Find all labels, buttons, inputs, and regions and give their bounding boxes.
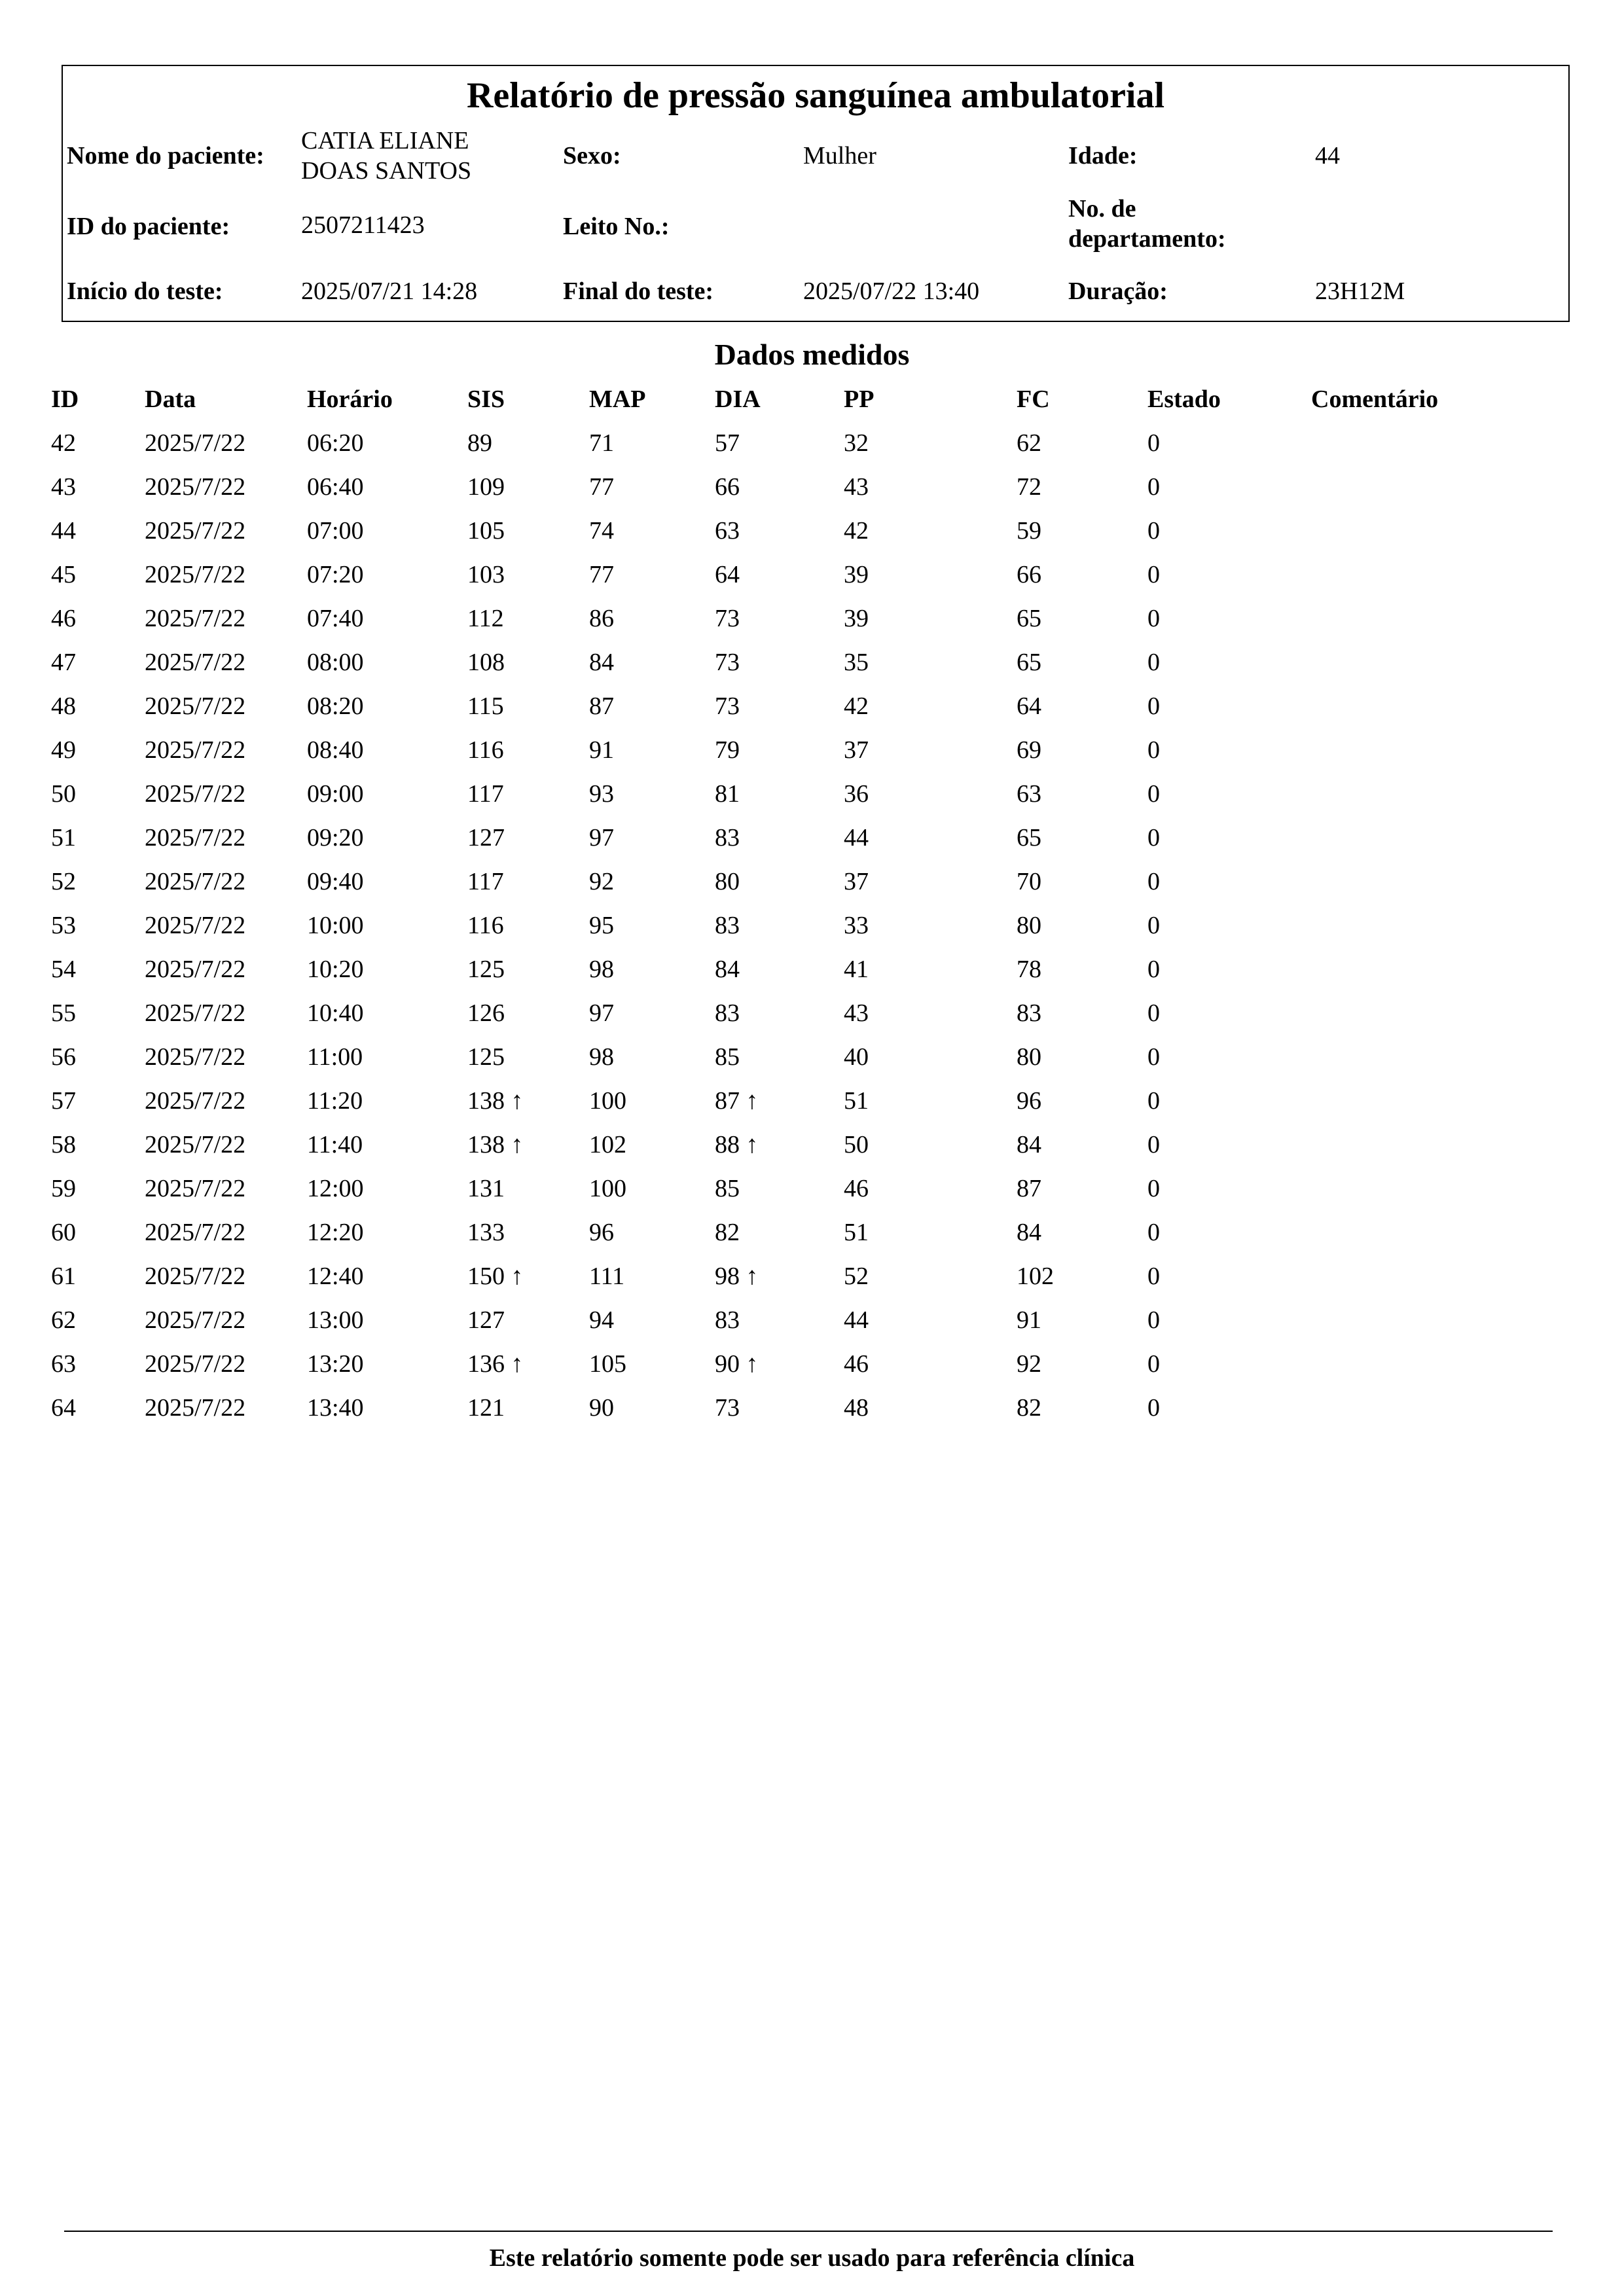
cell-map: 93 <box>589 780 614 808</box>
column-header-id: ID <box>51 386 79 413</box>
cell-hr: 96 <box>1017 1087 1041 1115</box>
cell-date: 2025/7/22 <box>145 1219 246 1246</box>
cell-sys: 138 ↑ <box>467 1087 524 1115</box>
cell-status: 0 <box>1147 1306 1160 1334</box>
cell-status: 0 <box>1147 429 1160 457</box>
cell-status: 0 <box>1147 1175 1160 1202</box>
department-label-line2: departamento: <box>1068 225 1226 253</box>
cell-time: 12:00 <box>307 1175 364 1202</box>
cell-time: 11:20 <box>307 1087 363 1115</box>
cell-id: 59 <box>51 1175 76 1202</box>
cell-hr: 72 <box>1017 473 1041 501</box>
cell-status: 0 <box>1147 473 1160 501</box>
cell-time: 07:40 <box>307 605 364 632</box>
cell-date: 2025/7/22 <box>145 1131 246 1158</box>
cell-map: 90 <box>589 1394 614 1422</box>
cell-time: 07:00 <box>307 517 364 545</box>
column-header-status: Estado <box>1147 386 1221 413</box>
cell-date: 2025/7/22 <box>145 429 246 457</box>
cell-dia: 73 <box>715 692 740 720</box>
cell-time: 09:00 <box>307 780 364 808</box>
cell-map: 96 <box>589 1219 614 1246</box>
cell-date: 2025/7/22 <box>145 912 246 939</box>
cell-status: 0 <box>1147 1131 1160 1158</box>
bed-label: Leito No.: <box>563 213 670 240</box>
cell-time: 11:40 <box>307 1131 363 1158</box>
column-header-map: MAP <box>589 386 646 413</box>
cell-id: 49 <box>51 736 76 764</box>
cell-hr: 80 <box>1017 912 1041 939</box>
cell-hr: 63 <box>1017 780 1041 808</box>
cell-map: 92 <box>589 868 614 895</box>
cell-time: 13:20 <box>307 1350 364 1378</box>
cell-date: 2025/7/22 <box>145 1263 246 1290</box>
cell-id: 50 <box>51 780 76 808</box>
cell-id: 57 <box>51 1087 76 1115</box>
cell-date: 2025/7/22 <box>145 1306 246 1334</box>
cell-status: 0 <box>1147 956 1160 983</box>
cell-hr: 84 <box>1017 1219 1041 1246</box>
cell-pp: 44 <box>844 824 869 852</box>
cell-sys: 117 <box>467 780 504 808</box>
cell-sys: 116 <box>467 736 504 764</box>
cell-status: 0 <box>1147 1350 1160 1378</box>
cell-id: 47 <box>51 649 76 676</box>
cell-sys: 108 <box>467 649 505 676</box>
cell-id: 55 <box>51 999 76 1027</box>
cell-map: 94 <box>589 1306 614 1334</box>
cell-dia: 73 <box>715 605 740 632</box>
cell-time: 08:40 <box>307 736 364 764</box>
cell-time: 08:20 <box>307 692 364 720</box>
cell-map: 98 <box>589 956 614 983</box>
cell-map: 77 <box>589 473 614 501</box>
cell-date: 2025/7/22 <box>145 780 246 808</box>
cell-pp: 43 <box>844 999 869 1027</box>
cell-hr: 82 <box>1017 1394 1041 1422</box>
column-header-time: Horário <box>307 386 393 413</box>
cell-id: 53 <box>51 912 76 939</box>
cell-date: 2025/7/22 <box>145 1394 246 1422</box>
measurements-section-title: Dados medidos <box>714 338 910 371</box>
cell-status: 0 <box>1147 824 1160 852</box>
cell-hr: 78 <box>1017 956 1041 983</box>
cell-dia: 82 <box>715 1219 740 1246</box>
cell-hr: 66 <box>1017 561 1041 588</box>
cell-sys: 131 <box>467 1175 505 1202</box>
age-value: 44 <box>1315 142 1340 170</box>
cell-sys: 109 <box>467 473 505 501</box>
patient-info-box <box>62 65 1570 322</box>
cell-dia: 83 <box>715 1306 740 1334</box>
cell-status: 0 <box>1147 605 1160 632</box>
cell-date: 2025/7/22 <box>145 1043 246 1071</box>
cell-hr: 62 <box>1017 429 1041 457</box>
cell-id: 61 <box>51 1263 76 1290</box>
cell-hr: 92 <box>1017 1350 1041 1378</box>
cell-pp: 37 <box>844 868 869 895</box>
cell-time: 06:40 <box>307 473 364 501</box>
cell-pp: 36 <box>844 780 869 808</box>
cell-date: 2025/7/22 <box>145 473 246 501</box>
cell-map: 97 <box>589 824 614 852</box>
cell-time: 07:20 <box>307 561 364 588</box>
cell-sys: 126 <box>467 999 505 1027</box>
cell-dia: 81 <box>715 780 740 808</box>
cell-pp: 46 <box>844 1350 869 1378</box>
cell-map: 84 <box>589 649 614 676</box>
cell-hr: 91 <box>1017 1306 1041 1334</box>
cell-dia: 84 <box>715 956 740 983</box>
cell-id: 64 <box>51 1394 76 1422</box>
cell-date: 2025/7/22 <box>145 868 246 895</box>
cell-hr: 80 <box>1017 1043 1041 1071</box>
cell-status: 0 <box>1147 1219 1160 1246</box>
cell-dia: 79 <box>715 736 740 764</box>
column-header-comment: Comentário <box>1311 386 1439 413</box>
cell-hr: 65 <box>1017 605 1041 632</box>
cell-status: 0 <box>1147 692 1160 720</box>
age-label: Idade: <box>1068 142 1138 170</box>
cell-sys: 136 ↑ <box>467 1350 524 1378</box>
cell-dia: 90 ↑ <box>715 1350 759 1378</box>
cell-pp: 42 <box>844 517 869 545</box>
cell-time: 10:40 <box>307 999 364 1027</box>
cell-sys: 105 <box>467 517 505 545</box>
cell-id: 46 <box>51 605 76 632</box>
cell-sys: 133 <box>467 1219 505 1246</box>
cell-status: 0 <box>1147 780 1160 808</box>
cell-hr: 83 <box>1017 999 1041 1027</box>
test-end-label: Final do teste: <box>563 278 714 305</box>
cell-time: 10:00 <box>307 912 364 939</box>
patient-name-line1: CATIA ELIANE <box>301 127 469 154</box>
cell-hr: 64 <box>1017 692 1041 720</box>
cell-id: 56 <box>51 1043 76 1071</box>
cell-dia: 73 <box>715 1394 740 1422</box>
cell-dia: 83 <box>715 912 740 939</box>
footer-disclaimer: Este relatório somente pode ser usado para referência clínica <box>489 2244 1135 2272</box>
cell-pp: 51 <box>844 1087 869 1115</box>
cell-sys: 127 <box>467 1306 505 1334</box>
cell-map: 71 <box>589 429 614 457</box>
cell-sys: 150 ↑ <box>467 1263 524 1290</box>
cell-date: 2025/7/22 <box>145 824 246 852</box>
cell-sys: 117 <box>467 868 504 895</box>
cell-date: 2025/7/22 <box>145 1087 246 1115</box>
cell-pp: 46 <box>844 1175 869 1202</box>
cell-hr: 65 <box>1017 649 1041 676</box>
patient-id-label: ID do paciente: <box>67 213 230 240</box>
cell-id: 44 <box>51 517 76 545</box>
cell-sys: 125 <box>467 956 505 983</box>
cell-map: 77 <box>589 561 614 588</box>
cell-date: 2025/7/22 <box>145 736 246 764</box>
cell-map: 100 <box>589 1175 626 1202</box>
cell-dia: 88 ↑ <box>715 1131 759 1158</box>
patient-name-line2: DOAS SANTOS <box>301 157 472 185</box>
cell-sys: 121 <box>467 1394 505 1422</box>
cell-date: 2025/7/22 <box>145 956 246 983</box>
cell-hr: 84 <box>1017 1131 1041 1158</box>
duration-label: Duração: <box>1068 278 1168 305</box>
cell-time: 12:20 <box>307 1219 364 1246</box>
cell-map: 87 <box>589 692 614 720</box>
sex-label: Sexo: <box>563 142 621 170</box>
cell-id: 43 <box>51 473 76 501</box>
cell-date: 2025/7/22 <box>145 1175 246 1202</box>
cell-id: 63 <box>51 1350 76 1378</box>
cell-hr: 65 <box>1017 824 1041 852</box>
cell-time: 06:20 <box>307 429 364 457</box>
column-header-hr: FC <box>1017 386 1050 413</box>
cell-dia: 66 <box>715 473 740 501</box>
cell-pp: 35 <box>844 649 869 676</box>
cell-pp: 48 <box>844 1394 869 1422</box>
cell-pp: 50 <box>844 1131 869 1158</box>
column-header-date: Data <box>145 386 196 413</box>
cell-pp: 42 <box>844 692 869 720</box>
cell-map: 100 <box>589 1087 626 1115</box>
cell-sys: 138 ↑ <box>467 1131 524 1158</box>
cell-date: 2025/7/22 <box>145 561 246 588</box>
cell-dia: 57 <box>715 429 740 457</box>
cell-time: 10:20 <box>307 956 364 983</box>
cell-map: 102 <box>589 1131 626 1158</box>
test-start-value: 2025/07/21 14:28 <box>301 278 478 305</box>
cell-sys: 89 <box>467 429 492 457</box>
cell-map: 98 <box>589 1043 614 1071</box>
cell-id: 54 <box>51 956 76 983</box>
cell-time: 12:40 <box>307 1263 364 1290</box>
cell-id: 52 <box>51 868 76 895</box>
cell-map: 95 <box>589 912 614 939</box>
cell-map: 91 <box>589 736 614 764</box>
cell-time: 13:00 <box>307 1306 364 1334</box>
column-header-dia: DIA <box>715 386 761 413</box>
department-label-line1: No. de <box>1068 195 1136 223</box>
test-end-value: 2025/07/22 13:40 <box>803 278 980 305</box>
sex-value: Mulher <box>803 142 876 170</box>
cell-hr: 69 <box>1017 736 1041 764</box>
cell-date: 2025/7/22 <box>145 692 246 720</box>
cell-status: 0 <box>1147 561 1160 588</box>
cell-pp: 33 <box>844 912 869 939</box>
cell-map: 74 <box>589 517 614 545</box>
cell-time: 11:00 <box>307 1043 363 1071</box>
duration-value: 23H12M <box>1315 278 1405 305</box>
cell-pp: 41 <box>844 956 869 983</box>
cell-status: 0 <box>1147 517 1160 545</box>
cell-dia: 80 <box>715 868 740 895</box>
cell-hr: 70 <box>1017 868 1041 895</box>
cell-map: 86 <box>589 605 614 632</box>
cell-id: 58 <box>51 1131 76 1158</box>
cell-status: 0 <box>1147 1043 1160 1071</box>
cell-status: 0 <box>1147 649 1160 676</box>
cell-pp: 44 <box>844 1306 869 1334</box>
footer-divider <box>64 2231 1553 2232</box>
cell-status: 0 <box>1147 736 1160 764</box>
cell-status: 0 <box>1147 912 1160 939</box>
cell-date: 2025/7/22 <box>145 517 246 545</box>
cell-date: 2025/7/22 <box>145 649 246 676</box>
cell-pp: 52 <box>844 1263 869 1290</box>
patient-id-value: 2507211423 <box>301 211 425 239</box>
cell-sys: 127 <box>467 824 505 852</box>
test-start-label: Início do teste: <box>67 278 223 305</box>
cell-sys: 103 <box>467 561 505 588</box>
cell-id: 62 <box>51 1306 76 1334</box>
cell-status: 0 <box>1147 999 1160 1027</box>
cell-dia: 85 <box>715 1043 740 1071</box>
cell-dia: 98 ↑ <box>715 1263 759 1290</box>
cell-pp: 40 <box>844 1043 869 1071</box>
cell-id: 42 <box>51 429 76 457</box>
cell-map: 111 <box>589 1263 625 1290</box>
cell-id: 60 <box>51 1219 76 1246</box>
cell-dia: 85 <box>715 1175 740 1202</box>
cell-sys: 125 <box>467 1043 505 1071</box>
cell-dia: 73 <box>715 649 740 676</box>
cell-date: 2025/7/22 <box>145 999 246 1027</box>
cell-dia: 64 <box>715 561 740 588</box>
cell-sys: 115 <box>467 692 504 720</box>
cell-status: 0 <box>1147 1087 1160 1115</box>
cell-time: 09:20 <box>307 824 364 852</box>
cell-hr: 59 <box>1017 517 1041 545</box>
patient-name-label: Nome do paciente: <box>67 142 264 170</box>
cell-id: 45 <box>51 561 76 588</box>
cell-pp: 39 <box>844 605 869 632</box>
cell-hr: 87 <box>1017 1175 1041 1202</box>
cell-date: 2025/7/22 <box>145 605 246 632</box>
report-title: Relatório de pressão sanguínea ambulatorial <box>466 75 1165 116</box>
column-header-pp: PP <box>844 386 875 413</box>
cell-hr: 102 <box>1017 1263 1054 1290</box>
cell-time: 08:00 <box>307 649 364 676</box>
cell-date: 2025/7/22 <box>145 1350 246 1378</box>
cell-id: 48 <box>51 692 76 720</box>
cell-pp: 51 <box>844 1219 869 1246</box>
cell-dia: 63 <box>715 517 740 545</box>
cell-dia: 83 <box>715 824 740 852</box>
cell-id: 51 <box>51 824 76 852</box>
cell-status: 0 <box>1147 1263 1160 1290</box>
cell-map: 105 <box>589 1350 626 1378</box>
cell-sys: 116 <box>467 912 504 939</box>
cell-time: 09:40 <box>307 868 364 895</box>
cell-pp: 43 <box>844 473 869 501</box>
cell-dia: 83 <box>715 999 740 1027</box>
cell-status: 0 <box>1147 868 1160 895</box>
cell-map: 97 <box>589 999 614 1027</box>
cell-pp: 37 <box>844 736 869 764</box>
cell-pp: 39 <box>844 561 869 588</box>
column-header-sys: SIS <box>467 386 505 413</box>
cell-pp: 32 <box>844 429 869 457</box>
cell-sys: 112 <box>467 605 504 632</box>
cell-dia: 87 ↑ <box>715 1087 759 1115</box>
cell-status: 0 <box>1147 1394 1160 1422</box>
cell-time: 13:40 <box>307 1394 364 1422</box>
